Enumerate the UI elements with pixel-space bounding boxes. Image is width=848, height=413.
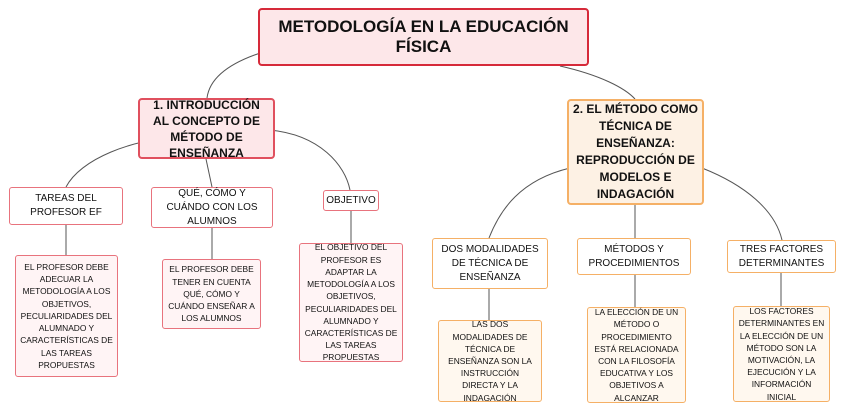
branch-1-node[interactable]: 1. INTRODUCCIÓN AL CONCEPTO DE MÉTODO DE ENSEÑANZA: [138, 98, 275, 159]
node-tres-factores[interactable]: TRES FACTORES DETERMINANTES: [727, 240, 836, 273]
root-title[interactable]: METODOLOGÍA EN LA EDUCACIÓN FÍSICA: [258, 8, 589, 66]
link-branch2-dos: [489, 168, 570, 238]
link-branch1-objetivo: [270, 130, 350, 190]
link-branch2-tres: [702, 168, 782, 240]
node-metodos-procedimientos[interactable]: MÉTODOS Y PROCEDIMIENTOS: [577, 238, 691, 275]
detail-objetivo[interactable]: EL OBJETIVO DEL PROFESOR ES ADAPTAR LA METODOLOGÍA A LOS OBJETIVOS, PECULIARIDADES DEL ALUMNADO Y CARACTERÍSTICAS DE LAS TAREAS PROPUESTAS: [299, 243, 403, 362]
detail-que-como-cuando[interactable]: EL PROFESOR DEBE TENER EN CUENTA QUÉ, CÓMO Y CUÁNDO ENSEÑAR A LOS ALUMNOS: [162, 259, 261, 329]
node-tareas-profesor[interactable]: TAREAS DEL PROFESOR EF: [9, 187, 123, 225]
detail-tareas-profesor[interactable]: EL PROFESOR DEBE ADECUAR LA METODOLOGÍA A LOS OBJETIVOS, PECULIARIDADES DEL ALUMNADO Y CARACTERÍSTICAS DE LAS TAREAS PROPUESTAS: [15, 255, 118, 377]
detail-tres-factores[interactable]: LOS FACTORES DETERMINANTES EN LA ELECCIÓN DE UN MÉTODO SON LA MOTIVACIÓN, LA EJECUCIÓN Y LA INFORMACIÓN INICIAL: [733, 306, 830, 402]
link-root-branch2: [560, 66, 635, 99]
node-dos-modalidades[interactable]: DOS MODALIDADES DE TÉCNICA DE ENSEÑANZA: [432, 238, 548, 289]
branch-2-node[interactable]: 2. EL MÉTODO COMO TÉCNICA DE ENSEÑANZA: REPRODUCCIÓN DE MODELOS E INDAGACIÓN: [567, 99, 704, 205]
detail-dos-modalidades[interactable]: LAS DOS MODALIDADES DE TÉCNICA DE ENSEÑANZA SON LA INSTRUCCIÓN DIRECTA Y LA INDAGACIÓN: [438, 320, 542, 402]
link-branch1-que: [206, 159, 212, 187]
node-objetivo[interactable]: OBJETIVO: [323, 190, 379, 211]
node-que-como-cuando[interactable]: QUÉ, CÓMO Y CUÁNDO CON LOS ALUMNOS: [151, 187, 273, 228]
detail-metodos-procedimientos[interactable]: LA ELECCIÓN DE UN MÉTODO O PROCEDIMIENTO ESTÁ RELACIONADA CON LA FILOSOFÍA EDUCATIVA Y LOS OBJETIVOS A ALCANZAR: [587, 307, 686, 403]
